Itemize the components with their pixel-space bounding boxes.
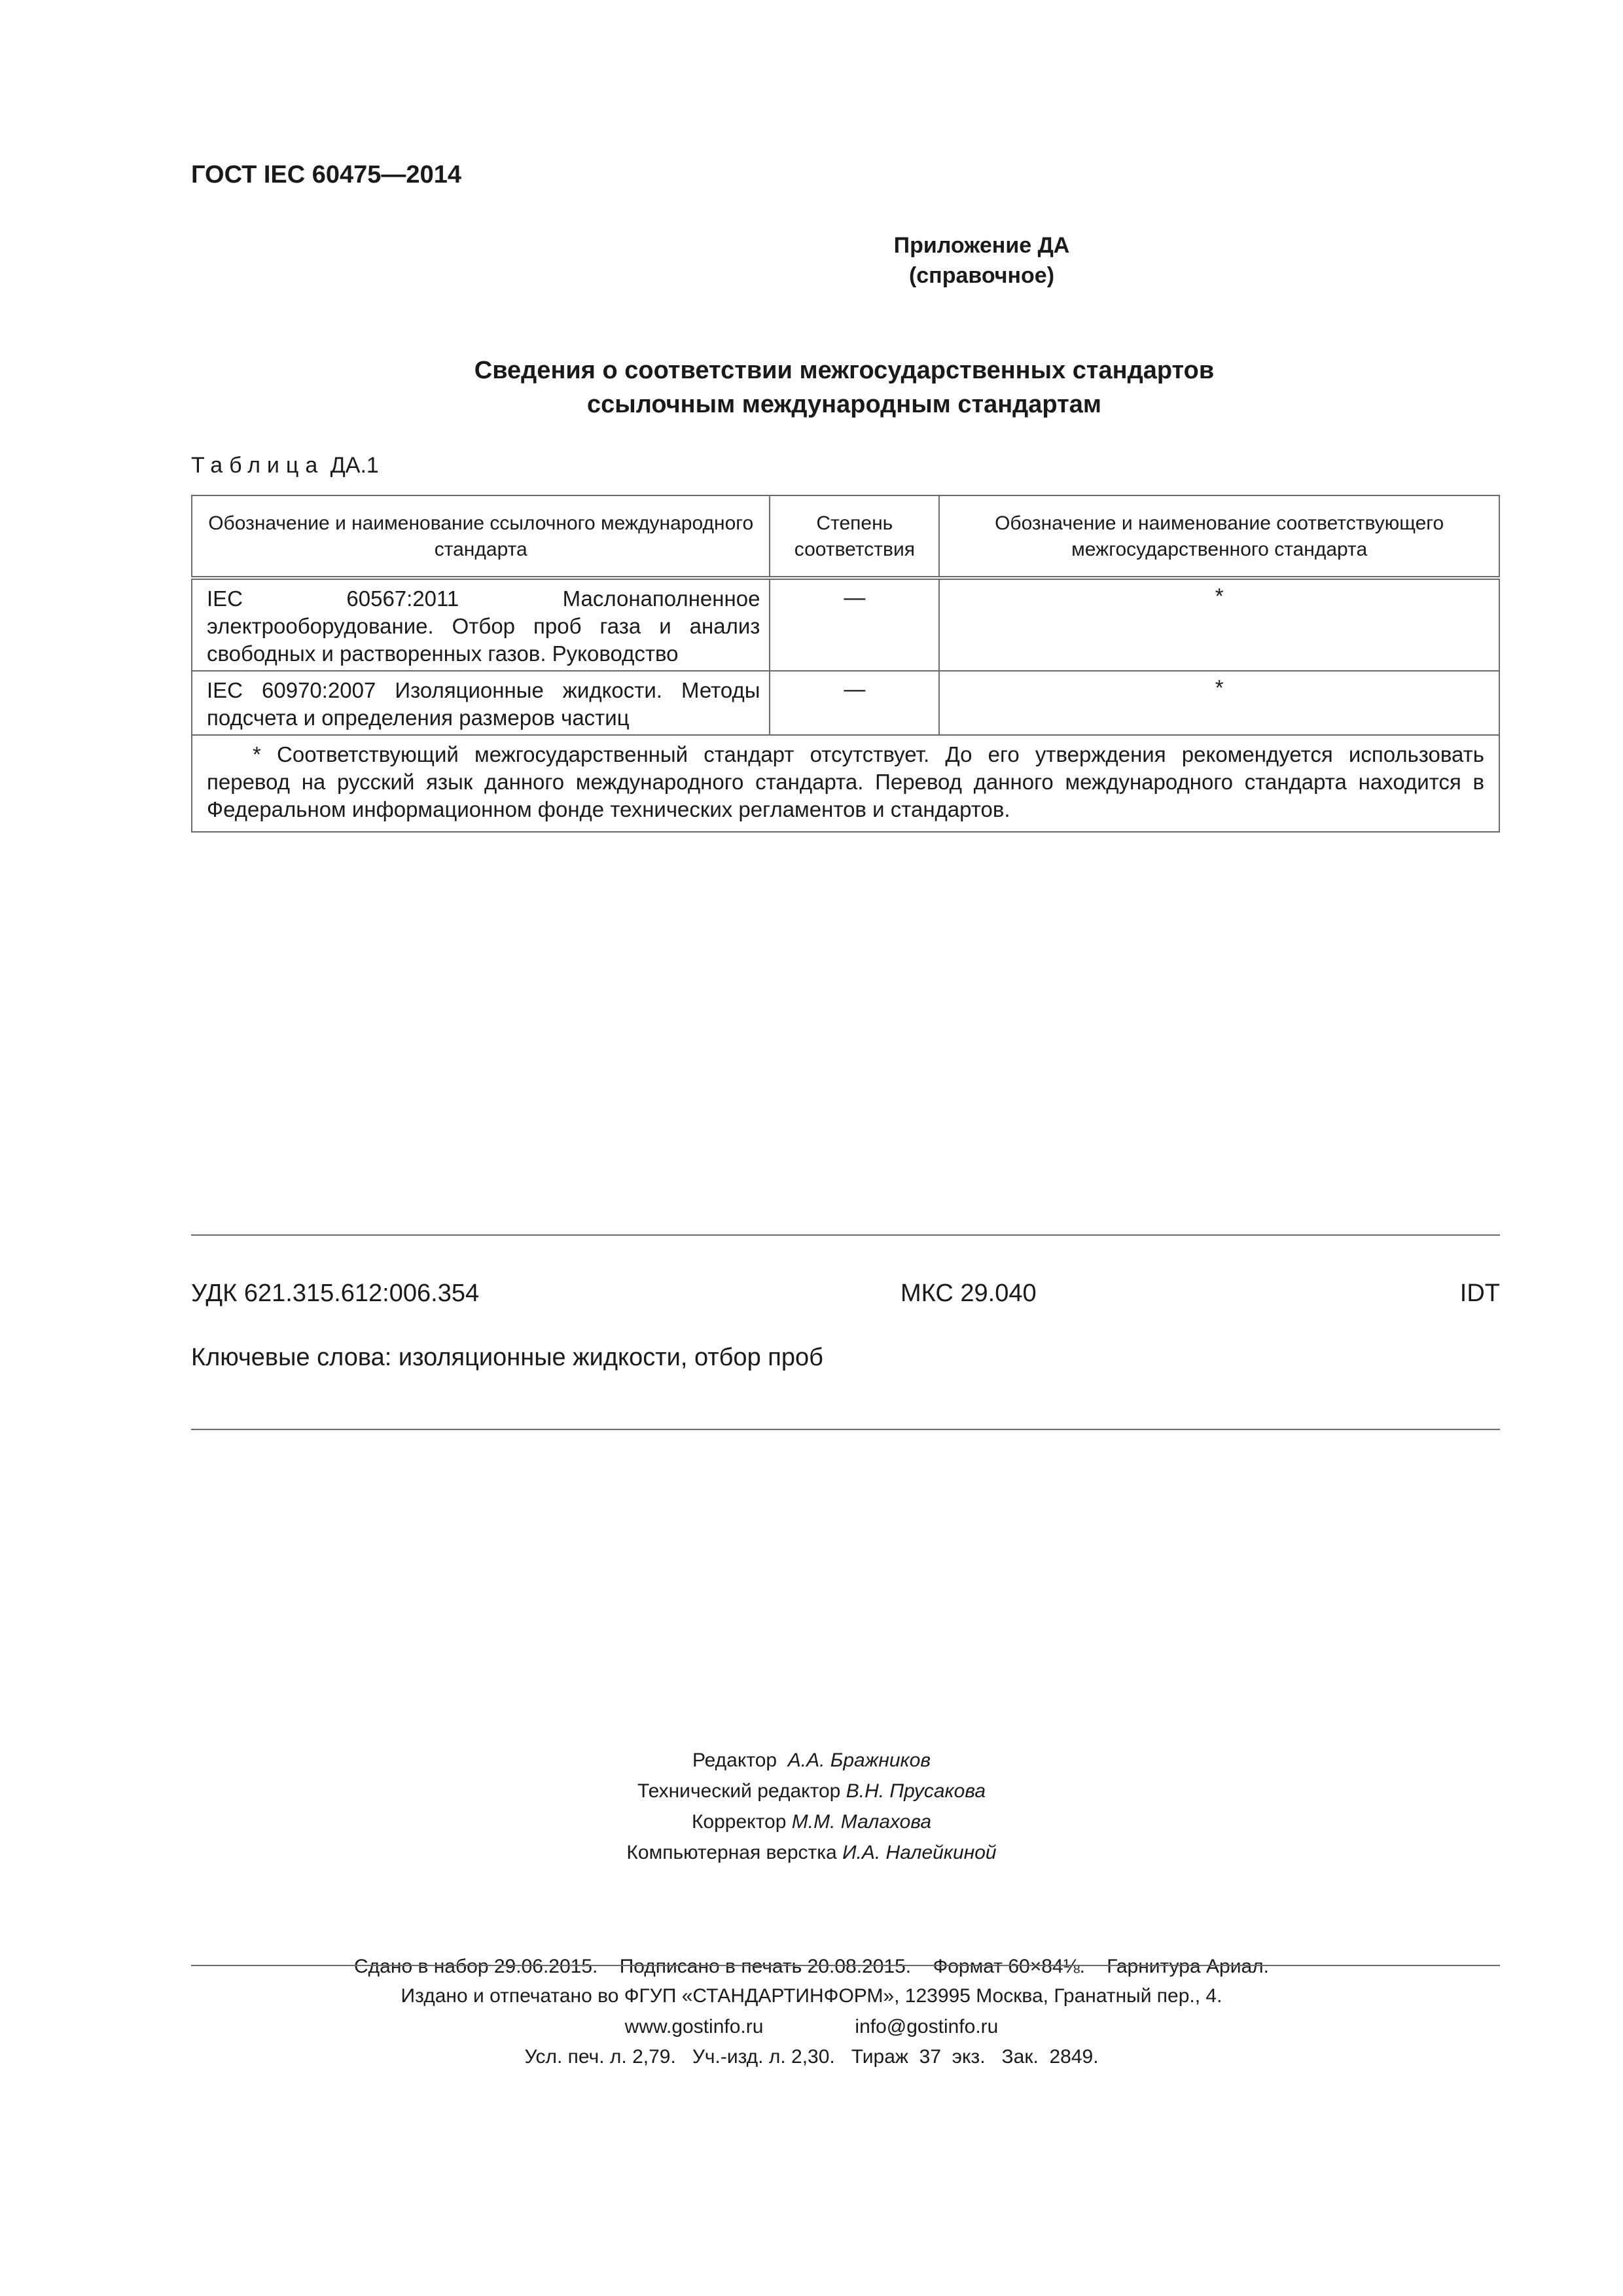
credit-name: И.А. Налейкиной [842, 1842, 997, 1863]
publisher-info [0, 1981, 1623, 2042]
table-header-row [192, 495, 1499, 578]
table-footnote [192, 735, 1499, 832]
column-header-international-standard: Обозначение и наименование ссылочного международного стандарта [192, 495, 770, 578]
credit-tech-editor [0, 1776, 1623, 1806]
mks-code: МКС 29.040 [901, 1280, 1037, 1307]
main-title-line-2: ссылочным международным стандартам [586, 391, 1101, 418]
standard-name-cell: IEC 60567:2011 Маслонаполненное электрооборудование. Отбор проб газа и анализ свободных и растворенных газов. Руководство [192, 578, 770, 671]
column-header-interstate-standard: Обозначение и наименование соответствующего межгосударственного стандарта [939, 495, 1499, 578]
publisher-contacts [0, 2011, 1623, 2042]
divider-publisher [191, 1965, 1500, 1966]
credit-editor [0, 1745, 1623, 1776]
credit-role: Редактор [692, 1749, 777, 1771]
table-footnote-row [192, 735, 1499, 832]
publisher-email-link[interactable]: info@gostinfo.ru [855, 2016, 999, 2037]
degree-cell: — [770, 671, 939, 735]
publisher-address: Издано и отпечатано во ФГУП «СТАНДАРТИНФОРМ», 123995 Москва, Гранатный пер., 4. [401, 1985, 1222, 2007]
idt-label: IDT [1459, 1280, 1500, 1307]
credit-name: В.Н. Прусакова [846, 1780, 986, 1802]
keywords: Ключевые слова: изоляционные жидкости, отбор проб [191, 1344, 823, 1371]
main-title-line-1: Сведения о соответствии межгосударственных стандартов [474, 357, 1215, 384]
print-info-line-2: Усл. печ. л. 2,79. Уч.-изд. л. 2,30. Тираж 37 экз. Зак. 2849. [524, 2046, 1099, 2068]
annex-heading [746, 230, 1217, 291]
annex-type: (справочное) [908, 263, 1055, 288]
credit-name: М.М. Малахова [791, 1811, 932, 1833]
table-row [192, 578, 1499, 671]
table-row [192, 671, 1499, 735]
table-caption [191, 453, 379, 478]
credit-role: Корректор [691, 1811, 787, 1833]
udk-code: УДК 621.315.612:006.354 [191, 1280, 480, 1307]
print-info-line-1: Сдано в набор 29.06.2015. Подписано в печать 20.08.2015. Формат 60×84⅛. Гарнитура Ариал. [354, 1956, 1269, 1977]
credit-role: Технический редактор [637, 1780, 841, 1802]
table-caption-number: ДА.1 [330, 453, 379, 478]
credit-name: А.А. Бражников [787, 1749, 931, 1771]
table-caption-word: Таблица [191, 453, 325, 478]
main-title [366, 353, 1322, 422]
credit-role: Компьютерная верстка [626, 1842, 837, 1863]
standard-name-cell: IEC 60970:2007 Изоляционные жидкости. Методы подсчета и определения размеров частиц [192, 671, 770, 735]
credits [0, 1745, 1623, 1868]
divider-bottom [191, 1429, 1500, 1430]
document-code: ГОСТ IEC 60475—2014 [191, 161, 461, 188]
corresponding-standard-cell: * [939, 578, 1499, 671]
degree-cell: — [770, 578, 939, 671]
footnote-text: * Соответствующий межгосударственный стандарт отсутствует. До его утверждения рекомендуется использовать перевод на русский язык данного международного стандарта. Перевод данного международного стандарта находится в Федеральном информационном фонде технических регламентов и стандартов. [207, 742, 1484, 821]
column-header-degree: Степень соответствия [770, 495, 939, 578]
credit-layout [0, 1837, 1623, 1868]
corresponding-standard-cell: * [939, 671, 1499, 735]
publisher-website-link[interactable]: www.gostinfo.ru [624, 2016, 764, 2037]
annex-title: Приложение ДА [893, 233, 1070, 258]
credit-proofreader [0, 1806, 1623, 1837]
correspondence-table [191, 495, 1500, 833]
divider-top [191, 1234, 1500, 1236]
